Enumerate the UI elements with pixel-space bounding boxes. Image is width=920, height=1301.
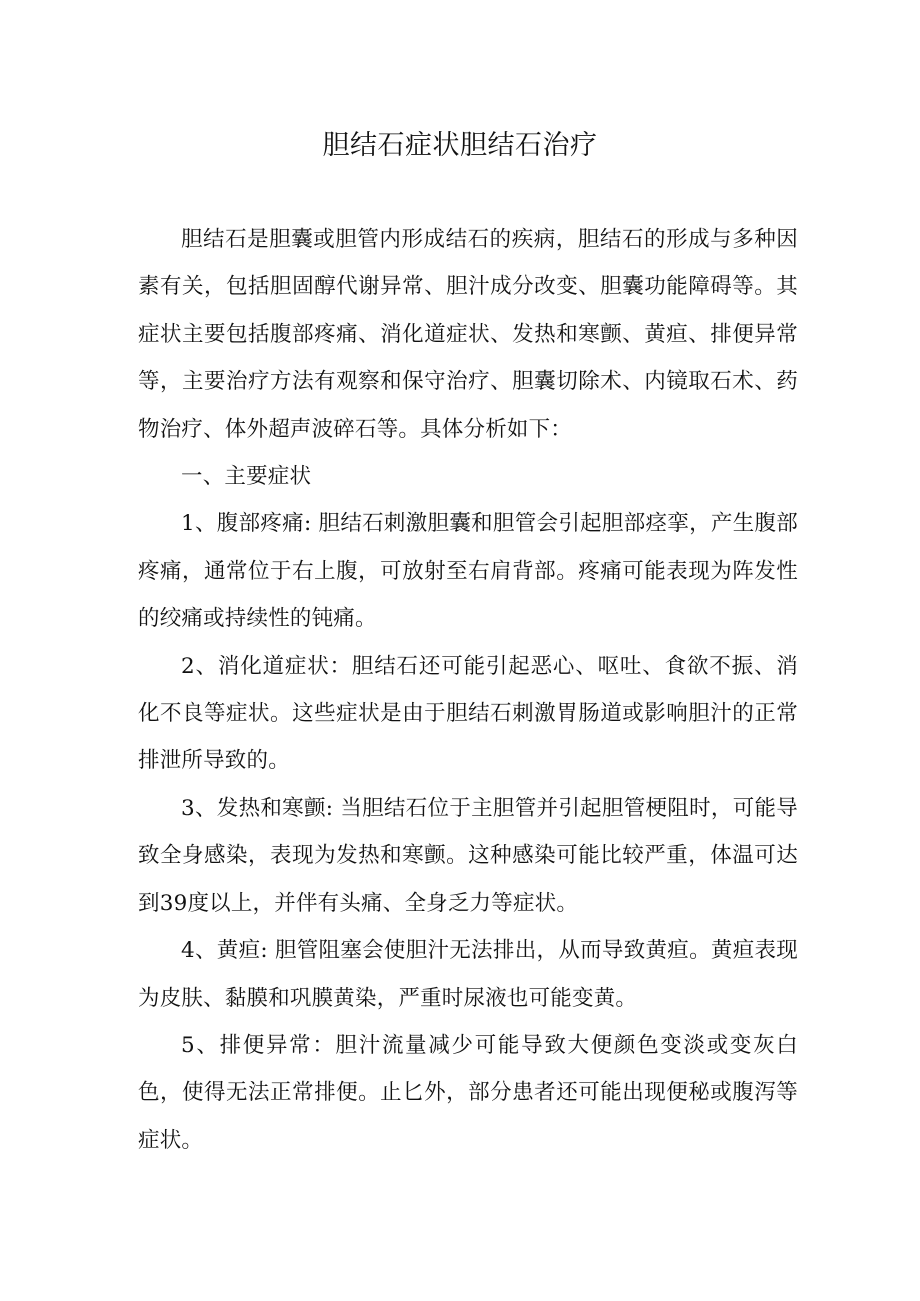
document-body xyxy=(138,216,798,1164)
page-title: 胆结石症状胆结石治疗 xyxy=(322,130,598,161)
symptom-item-abdominal-pain: 1、腹部疼痛: 胆结石刺激胆囊和胆管会引起胆部痉挛，产生腹部疼痛，通常位于右上腹，可放射至右肩背部。疼痛可能表现为阵发性的绞痛或持续性的钝痛。 xyxy=(138,511,798,632)
section-heading: 一、主要症状 xyxy=(181,464,312,490)
symptom-item-jaundice: 4、黄疸: 胆管阻塞会使胆汁无法排出，从而导致黄疸。黄疸表现为皮肤、黏膜和巩膜黄染，严重时尿液也可能变黄。 xyxy=(138,938,798,1011)
symptom-item-fever-chills: 3、发热和寒颤: 当胆结石位于主胆管并引起胆管梗阻时，可能导致全身感染，表现为发热和寒颤。这种感染可能比较严重，体温可达到39度以上，并伴有头痛、全身乏力等症状。 xyxy=(138,795,798,916)
symptom-item-bowel: 5、排便异常：胆汁流量减少可能导致大便颜色变淡或变灰白色，使得无法正常排便。止匕外，部分患者还可能出现便秘或腹泻等症状。 xyxy=(138,1032,798,1153)
intro-paragraph: 胆结石是胆囊或胆管内形成结石的疾病，胆结石的形成与多种因素有关，包括胆固醇代谢异常、胆汁成分改变、胆囊功能障碍等。其症状主要包括腹部疼痛、消化道症状、发热和寒颤、黄疸、排便异常等，主要治疗方法有观察和保守治疗、胆囊切除术、内镜取石术、药物治疗、体外超声波碎石等。具体分析如下： xyxy=(138,227,798,442)
symptom-item-digestive: 2、消化道症状：胆结石还可能引起恶心、呕吐、食欲不振、消化不良等症状。这些症状是由于胆结石刺激胃肠道或影响胆汁的正常排泄所导致的。 xyxy=(138,653,798,774)
